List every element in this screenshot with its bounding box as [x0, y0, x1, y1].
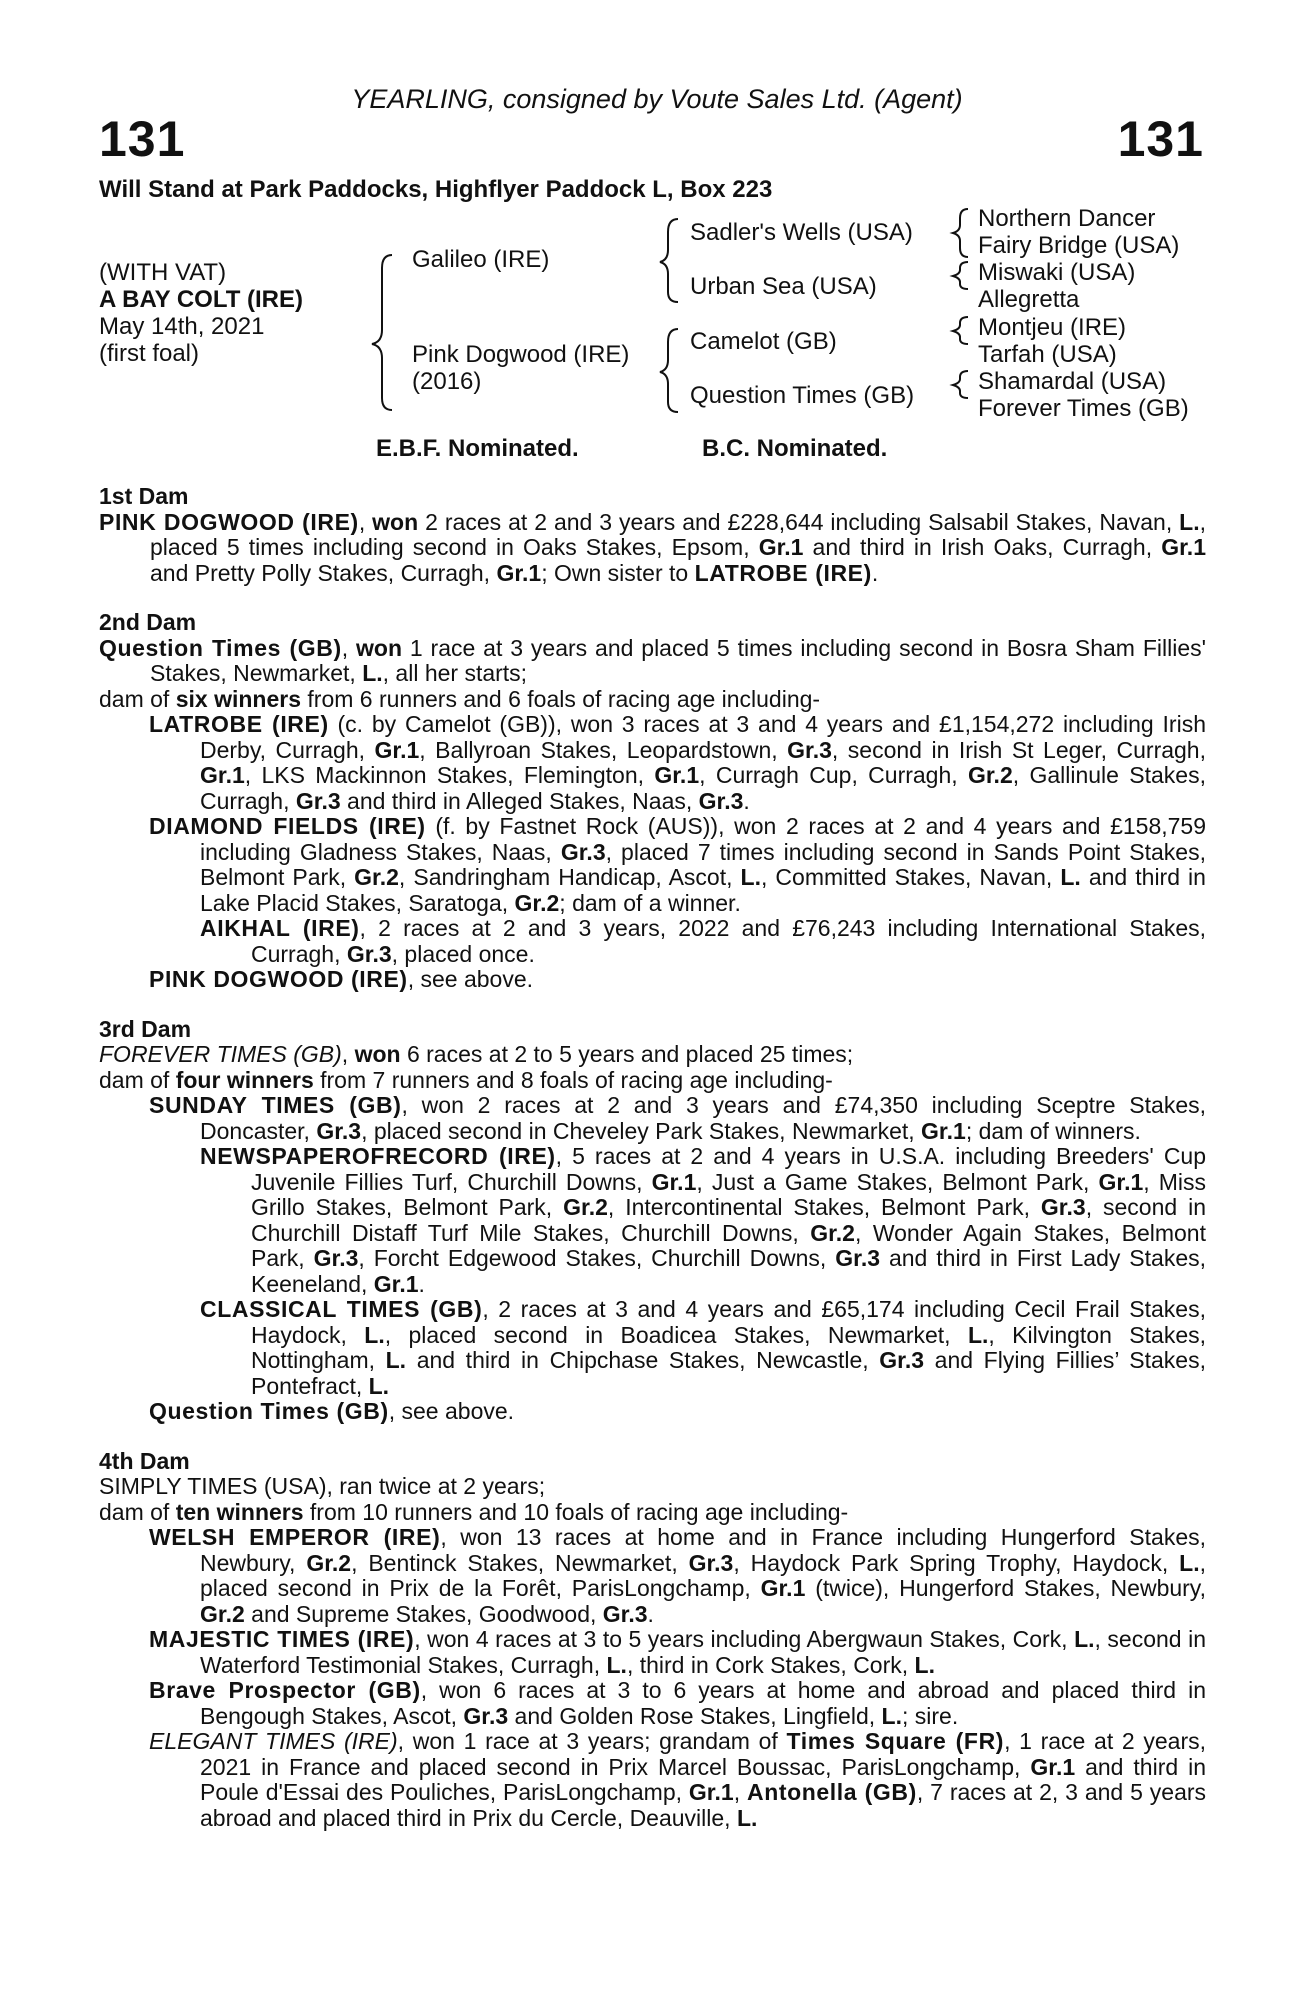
sire-brace — [660, 219, 678, 302]
section-heading: 2nd Dam — [99, 609, 197, 635]
ancestor-5: Montjeu (IRE) — [978, 314, 1127, 341]
g-brace-1 — [953, 209, 968, 257]
foal-note: (first foal) — [99, 340, 200, 367]
ancestor-2: Fairy Bridge (USA) — [978, 232, 1180, 259]
sire-sire: Sadler's Wells (USA) — [690, 219, 913, 246]
produce-summary: dam of four winners from 7 runners and 8 foals of racing age including- — [99, 1066, 833, 1093]
produce-entry: Brave Prospector (GB), won 6 races at 3 to 6 years at home and abroad and placed third in Bengough Stakes, Ascot, Gr.3 and Golden Rose Stakes, Lingfield, L.; sire. — [149, 1677, 1206, 1729]
ancestor-7: Shamardal (USA) — [978, 368, 1167, 395]
bc-nomination: B.C. Nominated. — [702, 435, 888, 462]
dam-dam: Question Times (GB) — [690, 382, 915, 409]
section-heading: 1st Dam — [99, 483, 189, 509]
main-brace — [372, 255, 392, 410]
second-dam-section — [99, 610, 1206, 993]
first-dam-section — [99, 484, 1206, 586]
ancestor-8: Forever Times (GB) — [978, 395, 1189, 422]
dam-year: (2016) — [412, 368, 482, 395]
sire: Galileo (IRE) — [412, 246, 550, 273]
lot-number-right: 131 — [1117, 111, 1204, 167]
dam-entry: SIMPLY TIMES (USA), ran twice at 2 years; — [99, 1473, 546, 1499]
produce-entry: DIAMOND FIELDS (IRE) (f. by Fastnet Rock (AUS)), won 2 races at 2 and 4 years and £158,759 including Gladness Stakes, Naas, Gr.3, placed 7 times including second in Sands Point Stakes, Belmont Park, Gr.2, Sandringham Handicap, Ascot, L., Committed Stakes, Navan, L. and third in Lake Placid Stakes, Saratoga, Gr.2; dam of a winner. — [149, 813, 1206, 916]
ancestor-1: Northern Dancer — [978, 205, 1156, 232]
stand-location: Will Stand at Park Paddocks, Highflyer Paddock L, Box 223 — [99, 176, 773, 203]
dam-entry: Question Times (GB), won 1 race at 3 years and placed 5 times including second in Bosra Sham Fillies' Stakes, Newmarket, L., all her starts; — [99, 634, 1207, 686]
g-brace-2 — [953, 262, 968, 289]
third-dam-section — [99, 1017, 1206, 1425]
dam-entry: FOREVER TIMES (GB), won 6 races at 2 to 5 years and placed 25 times; — [99, 1041, 854, 1067]
produce-entry: ELEGANT TIMES (IRE), won 1 race at 3 years; grandam of Times Square (FR), 1 race at 2 years, 2021 in France and placed second in Prix Marcel Boussac, ParisLongchamp, Gr.1 and third in Poule d'Essai des Pouliches, ParisLongchamp, Gr.1, Antonella (GB), 7 races at 2, 3 and 5 years abroad and placed third in Prix du Cercle, Deauville, L. — [149, 1728, 1207, 1831]
g-brace-3 — [953, 317, 968, 344]
produce-summary: dam of ten winners from 10 runners and 10 foals of racing age including- — [99, 1498, 849, 1525]
produce-entry: LATROBE (IRE) (c. by Camelot (GB)), won 3 races at 3 and 4 years and £1,154,272 including Irish Derby, Curragh, Gr.1, Ballyroan Stakes, Leopardstown, Gr.3, second in Irish St Leger, Curragh, Gr.1, LKS Mackinnon Stakes, Flemington, Gr.1, Curragh Cup, Curragh, Gr.2, Gallinule Stakes, Curragh, Gr.3 and third in Alleged Stakes, Naas, Gr.3. — [149, 711, 1206, 814]
fourth-dam-section — [99, 1449, 1206, 1832]
produce-entry: WELSH EMPEROR (IRE), won 13 races at home and in France including Hungerford Stakes, Newbury, Gr.2, Bentinck Stakes, Newmarket, Gr.3, Haydock Park Spring Trophy, Haydock, L., placed second in Prix de la Forêt, ParisLongchamp, Gr.1 (twice), Hungerford Stakes, Newbury, Gr.2 and Supreme Stakes, Goodwood, Gr.3. — [149, 1524, 1206, 1627]
ancestor-4: Allegretta — [978, 286, 1080, 313]
produce-record — [99, 484, 1206, 1831]
ancestor-6: Tarfah (USA) — [978, 341, 1117, 368]
dam-entry: PINK DOGWOOD (IRE), won 2 races at 2 and 3 years and £228,644 including Salsabil Stakes, Navan, L., placed 5 times including second in Oaks Stakes, Epsom, Gr.1 and third in Irish Oaks, Curragh, Gr.1 and Pretty Polly Stakes, Curragh, Gr.1; Own sister to LATROBE (IRE). — [99, 508, 1207, 586]
ancestor-3: Miswaki (USA) — [978, 259, 1136, 286]
foaling-date: May 14th, 2021 — [99, 313, 265, 340]
section-heading: 4th Dam — [99, 1447, 190, 1474]
lot-number-left: 131 — [99, 111, 186, 167]
dam-sire: Camelot (GB) — [690, 328, 837, 355]
produce-entry: CLASSICAL TIMES (GB), 2 races at 3 and 4 years and £65,174 including Cecil Frail Stakes, Haydock, L., placed second in Boadicea Stakes, Newmarket, L., Kilvington Stakes, Nottingham, L. and third in Chipchase Stakes, Newcastle, Gr.3 and Flying Fillies’ Stakes, Pontefract, L. — [200, 1296, 1206, 1399]
section-heading: 3rd Dam — [99, 1015, 192, 1042]
g-brace-4 — [953, 371, 968, 398]
vat-note: (WITH VAT) — [99, 259, 227, 286]
produce-entry: PINK DOGWOOD (IRE), see above. — [149, 966, 533, 992]
dam: Pink Dogwood (IRE) — [412, 341, 630, 368]
horse-name: A BAY COLT (IRE) — [99, 286, 304, 313]
consignment-header: YEARLING, consigned by Voute Sales Ltd. (Agent) — [351, 84, 963, 114]
produce-entry: MAJESTIC TIMES (IRE), won 4 races at 3 to 5 years including Abergwaun Stakes, Cork, L., second in Waterford Testimonial Stakes, Curragh, L., third in Cork Stakes, Cork, L. — [149, 1626, 1206, 1678]
produce-summary: dam of six winners from 6 runners and 6 foals of racing age including- — [99, 685, 821, 712]
dam-brace — [660, 329, 678, 412]
produce-entry: Question Times (GB), see above. — [149, 1398, 515, 1424]
produce-entry: NEWSPAPEROFRECORD (IRE), 5 races at 2 and 4 years in U.S.A. including Breeders' Cup Juvenile Fillies Turf, Churchill Downs, Gr.1, Just a Game Stakes, Belmont Park, Gr.1, Miss Grillo Stakes, Belmont Park, Gr.2, Intercontinental Stakes, Belmont Park, Gr.3, second in Churchill Distaff Turf Mile Stakes, Churchill Downs, Gr.2, Wonder Again Stakes, Belmont Park, Gr.3, Forcht Edgewood Stakes, Churchill Downs, Gr.3 and third in First Lady Stakes, Keeneland, Gr.1. — [200, 1143, 1207, 1297]
sire-dam: Urban Sea (USA) — [690, 273, 877, 300]
produce-entry: AIKHAL (IRE), 2 races at 2 and 3 years, 2022 and £76,243 including International Stakes, Curragh, Gr.3, placed once. — [200, 915, 1207, 967]
ebf-nomination: E.B.F. Nominated. — [376, 435, 579, 462]
produce-entry: SUNDAY TIMES (GB), won 2 races at 2 and 3 years and £74,350 including Sceptre Stakes, Doncaster, Gr.3, placed second in Cheveley Park Stakes, Newmarket, Gr.1; dam of winners. — [149, 1092, 1206, 1144]
